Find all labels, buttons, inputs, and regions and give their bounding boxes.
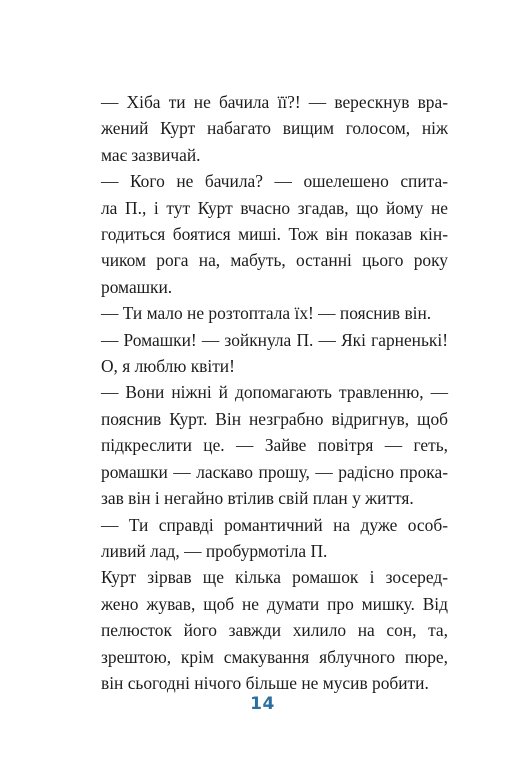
text-line: О, я люблю квіти! bbox=[101, 356, 235, 377]
text-line: — Ромашки! — зойкнула П. — Які гарненькі! bbox=[101, 329, 448, 350]
body-text bbox=[76, 89, 448, 696]
paragraph bbox=[76, 168, 448, 300]
text-line: годиться боятися миші. Тож він показав кін- bbox=[101, 224, 448, 245]
text-line: — Ти справді романтичний на дуже особ- bbox=[101, 514, 448, 535]
text-line: має зазвичай. bbox=[101, 144, 201, 165]
paragraph bbox=[76, 327, 448, 380]
paragraph bbox=[76, 379, 448, 511]
text-line: пояснив Курт. Він незграбно відригнув, щоб bbox=[101, 408, 448, 429]
text-line: — Хіба ти не бачила її?! — верескнув вра- bbox=[101, 92, 448, 112]
text-line: він сьогодні нічого більше не мусив робити. bbox=[101, 672, 429, 693]
text-line: зрештою, крім смакування яблучного пюре, bbox=[101, 646, 448, 667]
text-line: підкреслити це. — Зайве повітря — геть, bbox=[101, 435, 448, 456]
text-line: — Ти мало не розтоптала їх! — пояснив він. bbox=[101, 303, 432, 324]
paragraph bbox=[76, 89, 448, 168]
text-line: жений Курт набагато вищим голосом, ніж bbox=[101, 118, 448, 139]
text-line: ромашки — ласкаво прошу, — радісно прока- bbox=[101, 461, 448, 482]
text-line: Курт зірвав ще кілька ромашок і зосеред- bbox=[101, 567, 448, 588]
paragraph bbox=[76, 512, 448, 565]
text-line: жено жував, щоб не думати про мишку. Від bbox=[101, 593, 448, 614]
paragraph bbox=[76, 564, 448, 696]
text-line: зав він і негайно втілив свій план у життя. bbox=[101, 488, 414, 509]
text-line: чиком рога на, мабуть, останні цього року bbox=[101, 250, 448, 271]
text-line: ромашки. bbox=[101, 276, 173, 297]
page-number: 14 bbox=[250, 694, 275, 714]
text-line: ливий лад, — пробурмотіла П. bbox=[101, 540, 328, 561]
paragraph bbox=[76, 300, 448, 326]
text-line: пелюсток його завжди хилило на сон, та, bbox=[101, 620, 448, 641]
text-line: — Кого не бачила? — ошелешено спита- bbox=[101, 171, 448, 192]
text-line: — Вони ніжні й допомагають травленню, — bbox=[101, 382, 448, 403]
text-line: ла П., і тут Курт вчасно згадав, що йому не bbox=[101, 197, 448, 218]
